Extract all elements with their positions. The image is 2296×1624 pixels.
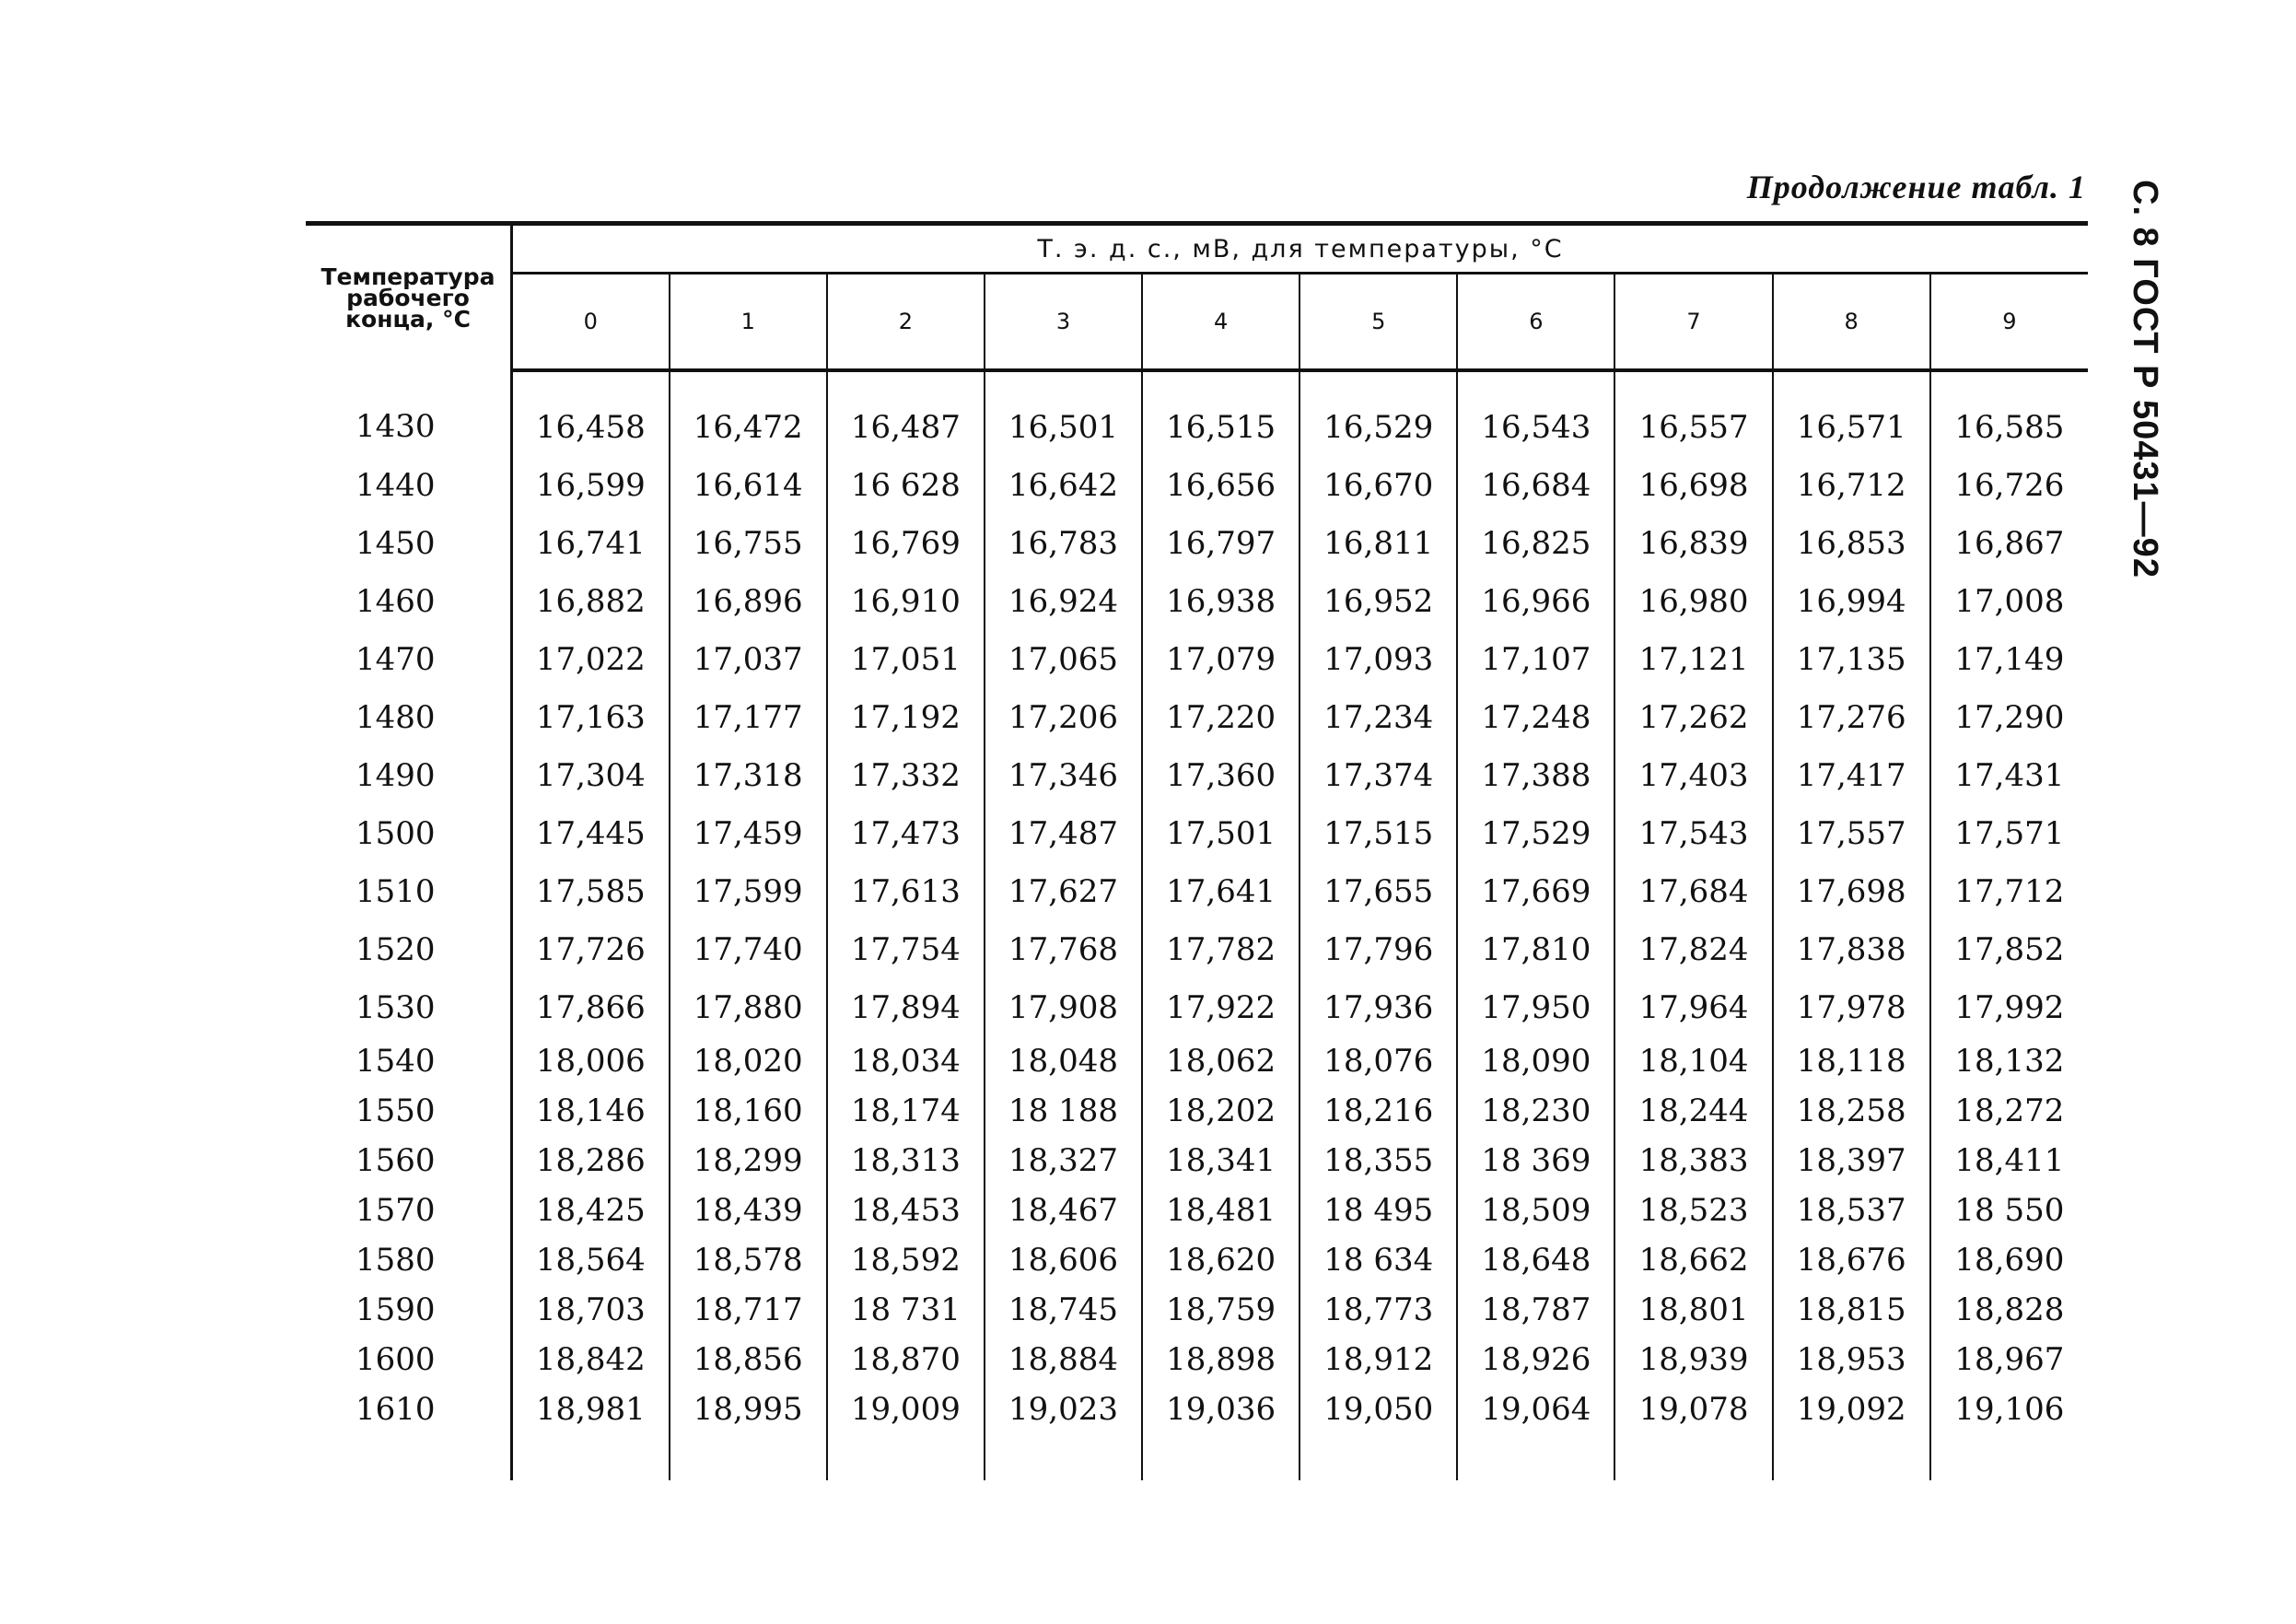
row-temperature: 1500 [306, 804, 512, 862]
table-row [306, 978, 2088, 1036]
emf-value-cell: 19,064 [1457, 1384, 1614, 1480]
emf-value-cell: 18,717 [670, 1285, 827, 1335]
emf-value-cell: 18,397 [1773, 1136, 1930, 1186]
emf-value-cell: 17,866 [535, 988, 646, 1026]
emf-value-cell: 17,824 [1614, 920, 1772, 978]
emf-value-cell: 17,163 [535, 698, 646, 736]
emf-value-cell: 17,641 [1142, 862, 1300, 920]
emf-value-cell: 18,828 [1930, 1285, 2088, 1335]
emf-value-cell: 19,009 [827, 1384, 985, 1480]
column-header-5: 5 [1300, 274, 1457, 371]
emf-value-cell: 19,106 [1930, 1384, 2088, 1480]
emf-value-cell: 17,571 [1930, 804, 2088, 862]
emf-value-cell: 19,036 [1142, 1384, 1300, 1480]
emf-value-cell: 17,121 [1614, 630, 1772, 688]
emf-value-cell: 18,006 [535, 1043, 646, 1080]
emf-value-cell: 18,815 [1773, 1285, 1930, 1335]
emf-value-cell: 16,515 [1142, 370, 1300, 456]
row-temperature: 1610 [306, 1384, 512, 1480]
emf-value-cell: 18,967 [1930, 1335, 2088, 1384]
emf-value-cell: 17,346 [985, 746, 1142, 804]
emf-value-cell: 17,613 [827, 862, 985, 920]
emf-value-cell: 17,922 [1142, 978, 1300, 1036]
emf-value-cell: 17,135 [1773, 630, 1930, 688]
emf-value-cell: 18,564 [535, 1242, 646, 1279]
emf-value-cell: 17,093 [1300, 630, 1457, 688]
emf-value-cell: 18,174 [827, 1086, 985, 1136]
emf-value-cell: 18,620 [1142, 1235, 1300, 1285]
emf-value-cell: 16,938 [1142, 572, 1300, 630]
row-temperature: 1450 [306, 514, 512, 572]
thermo-emf-table-container [306, 221, 2088, 1480]
emf-value-cell: 17,698 [1773, 862, 1930, 920]
table-row [306, 1384, 2088, 1480]
emf-value-cell: 18,690 [1930, 1235, 2088, 1285]
emf-value-cell: 18,299 [670, 1136, 827, 1186]
emf-value-cell: 16 628 [827, 456, 985, 514]
emf-value-cell: 18 550 [1930, 1186, 2088, 1235]
emf-value-cell: 18,856 [670, 1335, 827, 1384]
emf-value-cell: 17,107 [1457, 630, 1614, 688]
table-row [306, 456, 2088, 514]
emf-value-cell: 18,132 [1930, 1036, 2088, 1086]
emf-value-cell: 18,953 [1773, 1335, 1930, 1384]
emf-value-cell: 16,529 [1300, 370, 1457, 456]
emf-value-cell: 16,670 [1300, 456, 1457, 514]
table-row [306, 1036, 2088, 1086]
emf-value-cell: 16,797 [1142, 514, 1300, 572]
emf-value-cell: 17,248 [1457, 688, 1614, 746]
table-row [306, 1285, 2088, 1335]
emf-value-cell: 18,745 [985, 1285, 1142, 1335]
emf-value-cell: 18 731 [827, 1285, 985, 1335]
row-temperature: 1570 [306, 1186, 512, 1235]
emf-value-cell: 17,149 [1930, 630, 2088, 688]
table-row [306, 572, 2088, 630]
emf-value-cell: 16,853 [1773, 514, 1930, 572]
emf-value-cell: 16,642 [985, 456, 1142, 514]
emf-value-cell: 16,811 [1300, 514, 1457, 572]
emf-value-cell: 17,445 [535, 814, 646, 852]
emf-value-cell: 18,341 [1142, 1136, 1300, 1186]
emf-value-cell: 17,992 [1930, 978, 2088, 1036]
emf-value-cell: 18,842 [535, 1341, 646, 1378]
column-header-6: 6 [1457, 274, 1614, 371]
emf-value-cell: 17,487 [985, 804, 1142, 862]
emf-value-cell: 16,458 [535, 408, 646, 446]
table-row [306, 688, 2088, 746]
emf-value-cell: 17,403 [1614, 746, 1772, 804]
emf-value-cell: 16,501 [985, 370, 1142, 456]
table-row [306, 920, 2088, 978]
emf-value-cell: 18,425 [535, 1192, 646, 1229]
continuation-caption: Продолжение табл. 1 [1746, 169, 2086, 205]
row-temperature: 1530 [306, 978, 512, 1036]
emf-value-cell: 17,388 [1457, 746, 1614, 804]
emf-value-cell: 18,870 [827, 1335, 985, 1384]
emf-value-cell: 17,501 [1142, 804, 1300, 862]
emf-value-cell: 18,216 [1300, 1086, 1457, 1136]
emf-value-cell: 18,202 [1142, 1086, 1300, 1136]
emf-value-cell: 17,894 [827, 978, 985, 1036]
row-temperature: 1520 [306, 920, 512, 978]
emf-value-cell: 17,557 [1773, 804, 1930, 862]
emf-value-cell: 19,078 [1614, 1384, 1772, 1480]
column-header-0: 0 [512, 274, 670, 371]
emf-value-cell: 18,662 [1614, 1235, 1772, 1285]
emf-value-cell: 16,472 [670, 370, 827, 456]
row-temperature: 1460 [306, 572, 512, 630]
emf-value-cell: 18,076 [1300, 1036, 1457, 1086]
emf-value-cell: 16,980 [1614, 572, 1772, 630]
emf-value-cell: 17,852 [1930, 920, 2088, 978]
row-temperature: 1470 [306, 630, 512, 688]
emf-value-cell: 16,726 [1930, 456, 2088, 514]
emf-value-cell: 17,810 [1457, 920, 1614, 978]
emf-value-cell: 18,034 [827, 1036, 985, 1086]
emf-value-cell: 17,431 [1930, 746, 2088, 804]
table-row [306, 514, 2088, 572]
emf-value-cell: 17,079 [1142, 630, 1300, 688]
emf-value-cell: 18,592 [827, 1235, 985, 1285]
row-temperature: 1600 [306, 1335, 512, 1384]
emf-value-cell: 18,509 [1457, 1186, 1614, 1235]
emf-value-cell: 17,796 [1300, 920, 1457, 978]
emf-value-cell: 16,994 [1773, 572, 1930, 630]
emf-value-cell: 18,995 [670, 1384, 827, 1480]
emf-value-cell: 16,585 [1930, 370, 2088, 456]
emf-value-cell: 16,741 [535, 524, 646, 562]
emf-value-cell: 16,966 [1457, 572, 1614, 630]
table-body [306, 370, 2088, 1480]
emf-value-cell: 17,022 [535, 640, 646, 678]
emf-value-cell: 17,360 [1142, 746, 1300, 804]
table-row [306, 1136, 2088, 1186]
emf-value-cell: 18,313 [827, 1136, 985, 1186]
column-header-4: 4 [1142, 274, 1300, 371]
emf-value-cell: 18,020 [670, 1036, 827, 1086]
column-header-3: 3 [985, 274, 1142, 371]
emf-value-cell: 18,926 [1457, 1335, 1614, 1384]
emf-value-cell: 16,614 [670, 456, 827, 514]
emf-value-cell: 18,648 [1457, 1235, 1614, 1285]
emf-value-cell: 17,838 [1773, 920, 1930, 978]
emf-value-cell: 18,146 [535, 1092, 646, 1129]
emf-value-cell: 18,160 [670, 1086, 827, 1136]
emf-value-cell: 17,262 [1614, 688, 1772, 746]
emf-value-cell: 16,867 [1930, 514, 2088, 572]
row-temperature: 1510 [306, 862, 512, 920]
emf-value-cell: 18 188 [985, 1086, 1142, 1136]
emf-value-cell: 16,557 [1614, 370, 1772, 456]
emf-value-cell: 18,272 [1930, 1086, 2088, 1136]
table-row [306, 746, 2088, 804]
page-side-header: С. 8 ГОСТ Р 50431—92 [2126, 180, 2164, 578]
emf-value-cell: 17,051 [827, 630, 985, 688]
emf-value-cell: 17,880 [670, 978, 827, 1036]
emf-value-cell: 18,759 [1142, 1285, 1300, 1335]
emf-value-cell: 17,065 [985, 630, 1142, 688]
emf-value-cell: 16,910 [827, 572, 985, 630]
emf-value-cell: 17,684 [1614, 862, 1772, 920]
emf-value-cell: 17,782 [1142, 920, 1300, 978]
table-row [306, 804, 2088, 862]
emf-value-cell: 18 369 [1457, 1136, 1614, 1186]
row-temperature: 1430 [306, 370, 512, 456]
emf-value-cell: 16,656 [1142, 456, 1300, 514]
emf-value-cell: 18,606 [985, 1235, 1142, 1285]
emf-value-cell: 19,092 [1773, 1384, 1930, 1480]
emf-value-cell: 17,234 [1300, 688, 1457, 746]
emf-value-cell: 17,529 [1457, 804, 1614, 862]
emf-value-cell: 18,898 [1142, 1335, 1300, 1384]
digit-header-row [306, 274, 2088, 371]
emf-value-cell: 18,118 [1773, 1036, 1930, 1086]
table-row [306, 1186, 2088, 1235]
emf-value-cell: 18,787 [1457, 1285, 1614, 1335]
emf-value-cell: 18,481 [1142, 1186, 1300, 1235]
emf-value-cell: 18,467 [985, 1186, 1142, 1235]
table-row [306, 1086, 2088, 1136]
emf-value-cell: 17,627 [985, 862, 1142, 920]
row-temperature: 1590 [306, 1285, 512, 1335]
emf-value-cell: 18,939 [1614, 1335, 1772, 1384]
emf-value-cell: 19,023 [985, 1384, 1142, 1480]
emf-value-cell: 16,882 [535, 582, 646, 620]
emf-value-cell: 18,327 [985, 1136, 1142, 1186]
emf-value-cell: 17,276 [1773, 688, 1930, 746]
emf-value-cell: 17,332 [827, 746, 985, 804]
temperature-column-header: Температура рабочего конца, °С [306, 224, 512, 371]
emf-value-cell: 17,037 [670, 630, 827, 688]
emf-value-cell: 16,839 [1614, 514, 1772, 572]
emf-value-cell: 17,374 [1300, 746, 1457, 804]
emf-value-cell: 18,104 [1614, 1036, 1772, 1086]
emf-value-cell: 17,543 [1614, 804, 1772, 862]
emf-value-cell: 17,950 [1457, 978, 1614, 1036]
emf-value-cell: 18,230 [1457, 1086, 1614, 1136]
emf-value-cell: 17,473 [827, 804, 985, 862]
emf-value-cell: 17,192 [827, 688, 985, 746]
emf-value-cell: 17,304 [535, 756, 646, 794]
emf-value-cell: 17,459 [670, 804, 827, 862]
row-temperature: 1440 [306, 456, 512, 514]
emf-value-cell: 18,703 [535, 1291, 646, 1328]
table-row [306, 630, 2088, 688]
emf-group-header: Т. э. д. с., мВ, для температуры, °С [512, 224, 2089, 274]
table-row [306, 1235, 2088, 1285]
emf-value-cell: 18,676 [1773, 1235, 1930, 1285]
emf-value-cell: 17,417 [1773, 746, 1930, 804]
emf-value-cell: 17,908 [985, 978, 1142, 1036]
column-header-9: 9 [1930, 274, 2088, 371]
emf-value-cell: 17,177 [670, 688, 827, 746]
emf-value-cell: 17,964 [1614, 978, 1772, 1036]
column-header-2: 2 [827, 274, 985, 371]
thermo-emf-table [306, 221, 2088, 1480]
emf-value-cell: 16,599 [535, 466, 646, 504]
emf-value-cell: 17,585 [535, 872, 646, 910]
emf-value-cell: 18,912 [1300, 1335, 1457, 1384]
emf-value-cell: 17,220 [1142, 688, 1300, 746]
emf-value-cell: 18,383 [1614, 1136, 1772, 1186]
emf-value-cell: 18,773 [1300, 1285, 1457, 1335]
emf-value-cell: 16,896 [670, 572, 827, 630]
table-row [306, 370, 2088, 456]
column-header-8: 8 [1773, 274, 1930, 371]
emf-value-cell: 16,769 [827, 514, 985, 572]
emf-value-cell: 18,258 [1773, 1086, 1930, 1136]
emf-value-cell: 17,754 [827, 920, 985, 978]
emf-value-cell: 16,952 [1300, 572, 1457, 630]
emf-value-cell: 18,090 [1457, 1036, 1614, 1086]
emf-value-cell: 18 634 [1300, 1235, 1457, 1285]
emf-value-cell: 17,740 [670, 920, 827, 978]
emf-value-cell: 17,515 [1300, 804, 1457, 862]
emf-value-cell: 18,062 [1142, 1036, 1300, 1086]
column-header-7: 7 [1614, 274, 1772, 371]
emf-value-cell: 18,981 [535, 1391, 646, 1428]
emf-value-cell: 18,244 [1614, 1086, 1772, 1136]
emf-value-cell: 18,578 [670, 1235, 827, 1285]
emf-value-cell: 19,050 [1300, 1384, 1457, 1480]
emf-value-cell: 18,355 [1300, 1136, 1457, 1186]
emf-value-cell: 18 495 [1300, 1186, 1457, 1235]
emf-value-cell: 17,768 [985, 920, 1142, 978]
emf-value-cell: 16,698 [1614, 456, 1772, 514]
emf-value-cell: 16,684 [1457, 456, 1614, 514]
emf-value-cell: 17,206 [985, 688, 1142, 746]
row-temperature: 1480 [306, 688, 512, 746]
emf-value-cell: 17,726 [535, 930, 646, 968]
emf-value-cell: 16,924 [985, 572, 1142, 630]
emf-value-cell: 17,712 [1930, 862, 2088, 920]
emf-value-cell: 18,453 [827, 1186, 985, 1235]
emf-value-cell: 17,008 [1930, 572, 2088, 630]
emf-value-cell: 16,712 [1773, 456, 1930, 514]
row-temperature: 1540 [306, 1036, 512, 1086]
emf-value-cell: 18,801 [1614, 1285, 1772, 1335]
row-temperature: 1550 [306, 1086, 512, 1136]
row-temperature: 1560 [306, 1136, 512, 1186]
emf-value-cell: 18,537 [1773, 1186, 1930, 1235]
emf-value-cell: 18,523 [1614, 1186, 1772, 1235]
table-row [306, 862, 2088, 920]
emf-value-cell: 16,487 [827, 370, 985, 456]
emf-value-cell: 16,543 [1457, 370, 1614, 456]
emf-value-cell: 17,318 [670, 746, 827, 804]
emf-value-cell: 18,411 [1930, 1136, 2088, 1186]
table-row [306, 1335, 2088, 1384]
emf-value-cell: 17,669 [1457, 862, 1614, 920]
column-header-1: 1 [670, 274, 827, 371]
emf-value-cell: 17,936 [1300, 978, 1457, 1036]
emf-value-cell: 16,755 [670, 514, 827, 572]
emf-value-cell: 16,825 [1457, 514, 1614, 572]
emf-value-cell: 18,048 [985, 1036, 1142, 1086]
emf-value-cell: 16,571 [1773, 370, 1930, 456]
row-temperature: 1490 [306, 746, 512, 804]
emf-value-cell: 17,655 [1300, 862, 1457, 920]
emf-value-cell: 16,783 [985, 514, 1142, 572]
row-temperature: 1580 [306, 1235, 512, 1285]
emf-value-cell: 17,978 [1773, 978, 1930, 1036]
emf-value-cell: 18,286 [535, 1142, 646, 1179]
emf-value-cell: 18,439 [670, 1186, 827, 1235]
emf-value-cell: 17,599 [670, 862, 827, 920]
emf-value-cell: 17,290 [1930, 688, 2088, 746]
emf-value-cell: 18,884 [985, 1335, 1142, 1384]
